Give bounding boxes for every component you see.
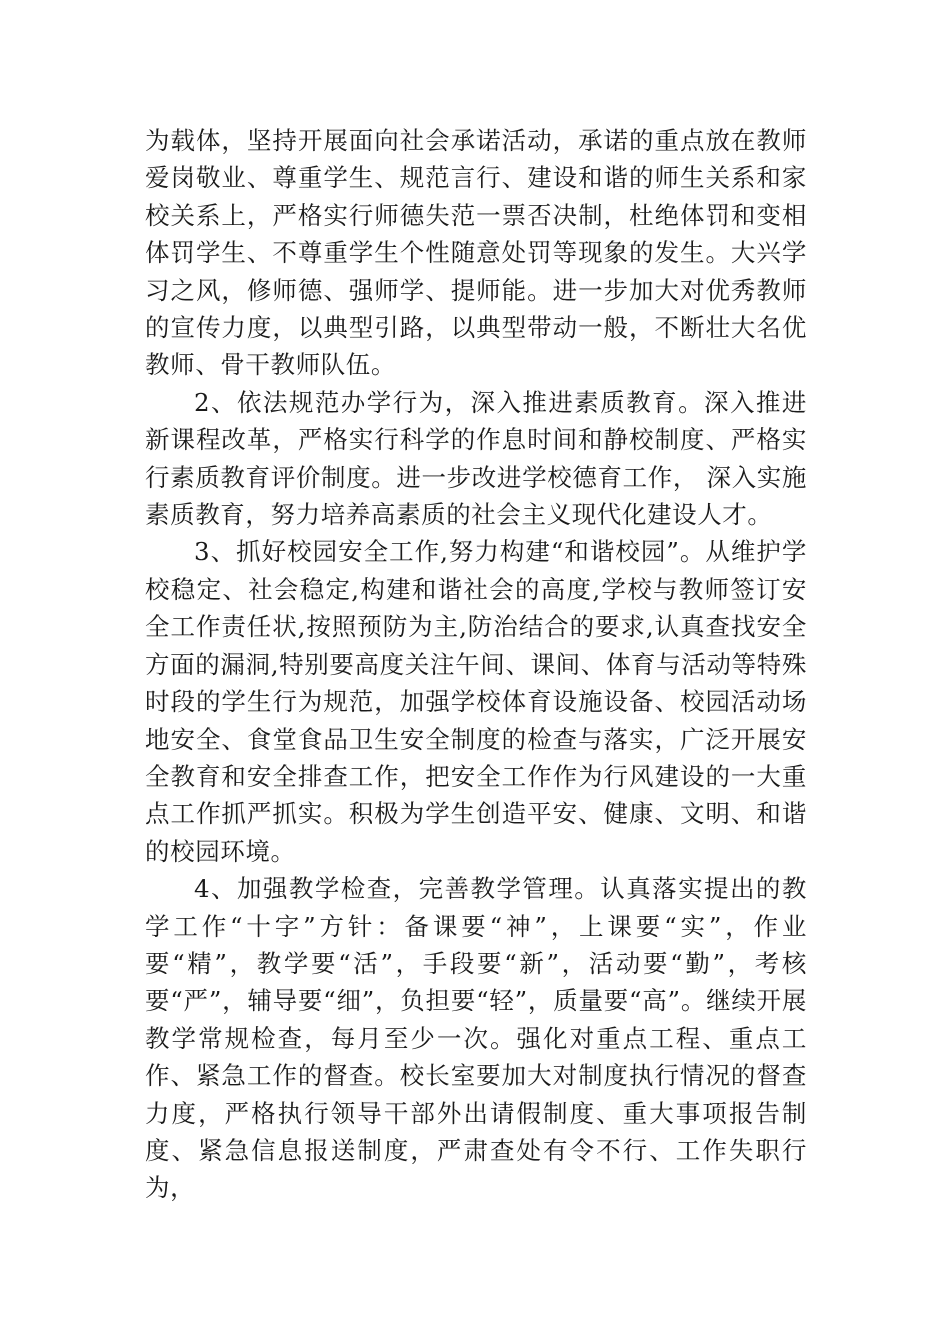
paragraph-item-4: 4、加强教学检查，完善教学管理。认真落实提出的教学工作“十字”方针：备课要“神”，上课要“实”，作业要“精”，教学要“活”，手段要“新”，活动要“勤”，考核要“严”，辅导要“细”，负担要“轻”，质量要“高”。继续开展教学常规检查，每月至少一次。强化对重点工程、重点工作、紧急工作的督查。校长室要加大对制度执行情况的督查力度，严格执行领导干部外出请假制度、重大事项报告制度、紧急信息报送制度，严肃查处有令不行、工作失职行为，	[145, 874, 807, 1203]
paragraph-item-3: 3、抓好校园安全工作,努力构建“和谐校园”。从维护学校稳定、社会稳定,构建和谐社会的高度,学校与教师签订安全工作责任状,按照预防为主,防治结合的要求,认真查找安全方面的漏洞,特别要高度关注午间、课间、体育与活动等特殊时段的学生行为规范，加强学校体育设施设备、校园活动场地安全、食堂食品卫生安全制度的检查与落实，广泛开展安全教育和安全排查工作，把安全工作作为行风建设的一大重点工作抓严抓实。积极为学生创造平安、健康、文明、和谐的校园环境。	[145, 537, 807, 866]
document-body	[145, 122, 807, 1207]
paragraph-continuation: 为载体，坚持开展面向社会承诺活动，承诺的重点放在教师爱岗敬业、尊重学生、规范言行、建设和谐的师生关系和家校关系上，严格实行师德失范一票否决制，杜绝体罚和变相体罚学生、不尊重学生个性随意处罚等现象的发生。大兴学习之风，修师德、强师学、提师能。进一步加大对优秀教师的宣传力度，以典型引路，以典型带动一般，不断壮大名优教师、骨干教师队伍。	[145, 126, 807, 380]
paragraph-item-2: 2、依法规范办学行为，深入推进素质教育。深入推进新课程改革，严格实行科学的作息时间和静校制度、严格实行素质教育评价制度。进一步改进学校德育工作， 深入实施素质教育，努力培养高素质的社会主义现代化建设人才。	[145, 387, 807, 530]
